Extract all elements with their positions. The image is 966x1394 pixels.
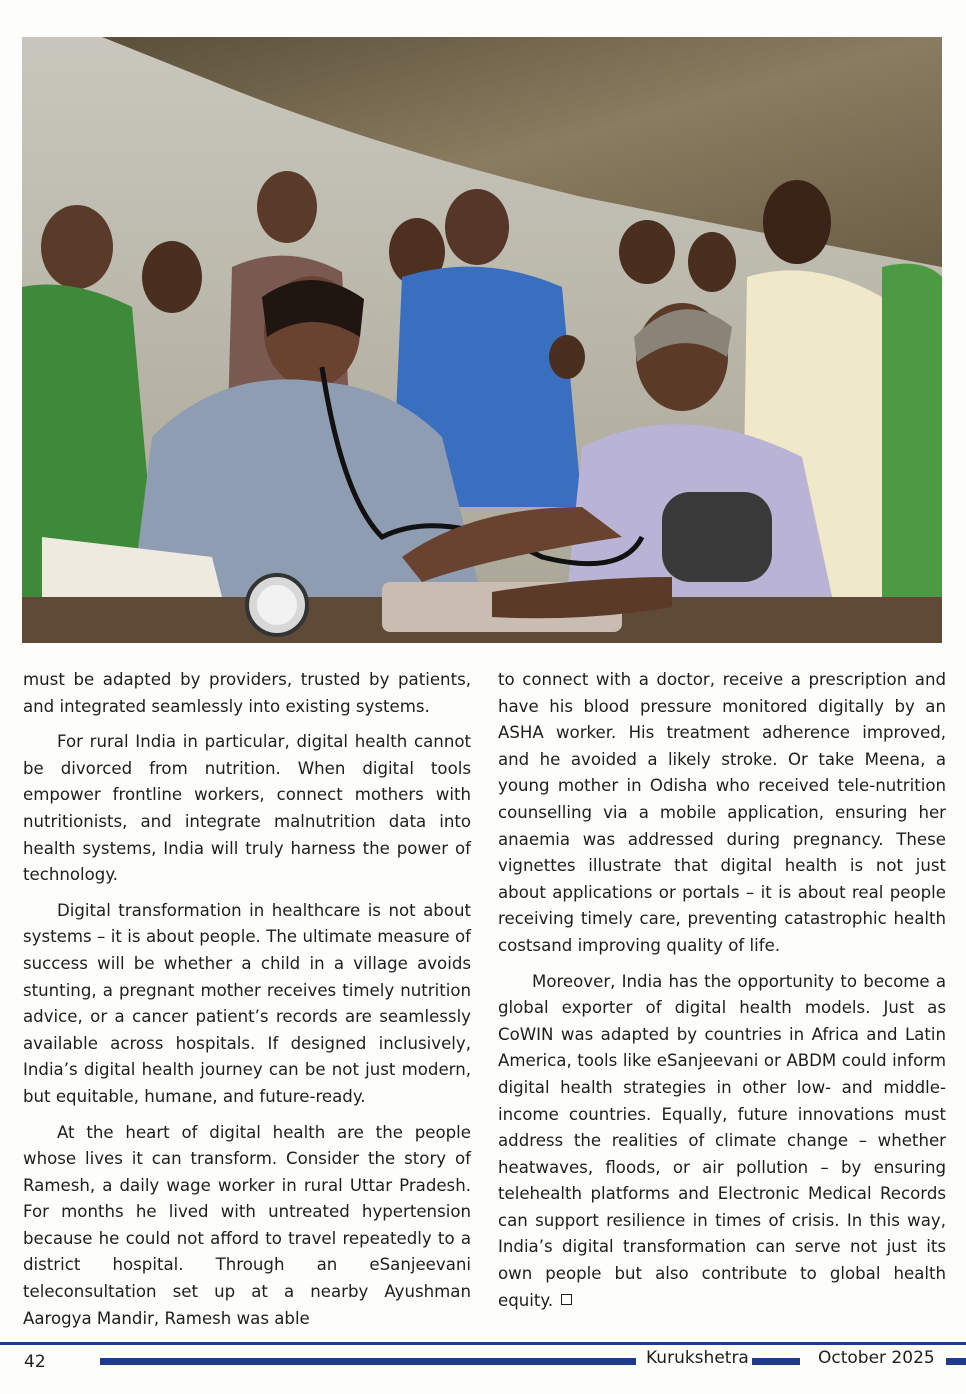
issue-date: October 2025 <box>818 1348 935 1368</box>
footer-bar <box>946 1358 966 1365</box>
footer-bar <box>100 1358 636 1365</box>
article-left-column <box>23 667 471 1341</box>
page-footer <box>0 1346 966 1376</box>
paragraph: At the heart of digital health are the people whose lives it can transform. Consider the story of Ramesh, a daily wage worker in rural Uttar Pradesh. For months he lived with untreated hypertension because he could not afford to travel repeatedly to a district hospital. Through an eSanjeevani teleconsultation set up at a nearby Ayushman Aarogya Mandir, Ramesh was able <box>23 1122 471 1328</box>
paragraph: For rural India in particular, digital health cannot be divorced from nutrition. When digital tools empower frontline workers, connect mothers with nutritionists, and integrate malnutrition data into health systems, India will truly harness the power of technology. <box>23 732 471 885</box>
paragraph: must be adapted by providers, trusted by patients, and integrated seamlessly into existing systems. <box>23 670 471 716</box>
footer-bar <box>752 1358 800 1365</box>
footer-rule <box>0 1342 966 1345</box>
page-number: 42 <box>24 1352 46 1372</box>
article-right-column <box>498 667 946 1323</box>
paragraph-text: Moreover, India has the opportunity to become a global exporter of digital health models. Just as CoWIN was adapted by countries in Africa and Latin America, tools like eSanjeevani or ABDM could inform digital health strategies in other low- and middle-income countries. Equally, future innovations must address the realities of climate change – whether heatwaves, floods, or air pollution – by ensuring telehealth platforms and Electronic Medical Records can support resilience in times of crisis. In this way, India’s digital transformation can serve not just its own people but also contribute to global health equity. <box>498 971 946 1310</box>
paragraph-final <box>498 969 946 1315</box>
paragraph: to connect with a doctor, receive a prescription and have his blood pressure monitored digitally by an ASHA worker. His treatment adherence improved, and he avoided a likely stroke. Or take Meena, a young mother in Odisha who received tele-nutrition counselling via a mobile application, ensuring her anaemia was addressed during pregnancy. These vignettes illustrate that digital health is not just about applications or portals – it is about real people receiving timely care, preventing catastrophic health costsand improving quality of life. <box>498 670 946 955</box>
article-photo <box>22 37 942 643</box>
paragraph: Digital transformation in healthcare is not about systems – it is about people. The ultimate measure of success will be whether a child in a village avoids stunting, a pregnant mother receives timely nutrition advice, or a cancer patient’s records are seamlessly available across hospitals. If designed inclusively, India’s digital health journey can be not just modern, but equitable, humane, and future-ready. <box>23 900 471 1106</box>
magazine-name: Kurukshetra <box>646 1348 749 1368</box>
end-of-article-icon <box>561 1294 572 1305</box>
